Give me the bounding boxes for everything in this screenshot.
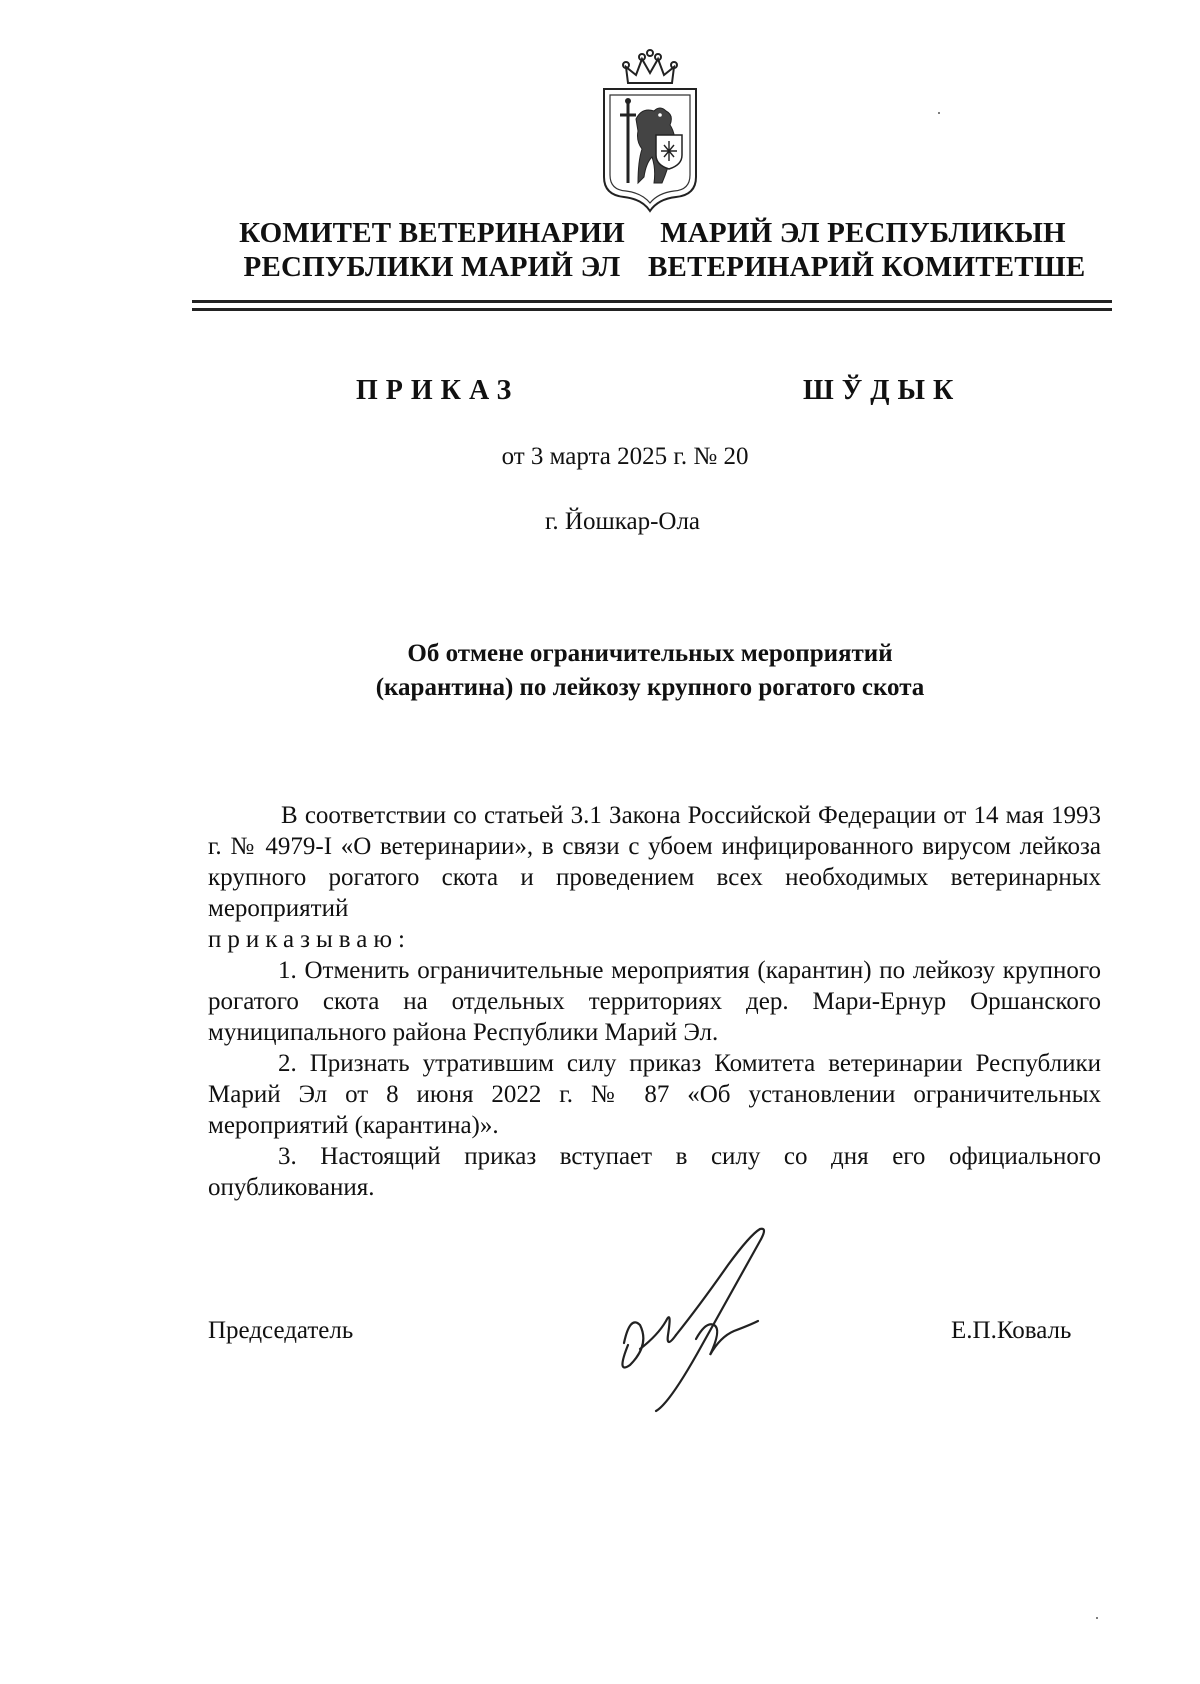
organization-name-mari	[648, 216, 1086, 284]
order-heading-russian: ПРИКАЗ	[356, 375, 520, 406]
organization-name-russian	[217, 216, 647, 284]
signatory-position: Председатель	[208, 1317, 354, 1344]
header-divider-bottom	[192, 308, 1112, 311]
preamble-paragraph: В соответствии со статьей 3.1 Закона Российской Федерации от 14 мая 1993 г. № 4979-I «О ветеринарии», в связи с убоем инфицированного вирусом лейкоза крупного рогатого скота и проведением всех необходимых ветеринарных мероприятий	[208, 802, 1101, 922]
organization-name-mari-line-1: МАРИЙ ЭЛ РЕСПУБЛИКЫН	[660, 217, 1066, 249]
document-body	[208, 800, 1101, 1203]
scan-speck	[1096, 1617, 1098, 1619]
order-date-number: от 3 марта 2025 г. № 20	[501, 443, 749, 470]
handwritten-signature	[610, 1225, 840, 1415]
scan-speck	[938, 112, 940, 114]
header-divider-top	[192, 300, 1112, 303]
organization-name-mari-line-2: ВЕТЕРИНАРИЙ КОМИТЕТШЕ	[648, 251, 1086, 283]
organization-name-russian-line-1: КОМИТЕТ ВЕТЕРИНАРИИ	[239, 217, 625, 249]
document-title-line-2: (карантина) по лейкозу крупного рогатого скота	[375, 674, 925, 701]
signatory-name: Е.П.Коваль	[951, 1317, 1072, 1344]
document-title	[190, 637, 1110, 705]
order-item-1: 1. Отменить ограничительные мероприятия (карантин) по лейкозу крупного рогатого скота на отдельных территориях дер. Мари-Ернур Оршанского муниципального района Республики Марий Эл.	[208, 957, 1101, 1046]
organization-name-russian-line-2: РЕСПУБЛИКИ МАРИЙ ЭЛ	[243, 251, 621, 283]
order-city: г. Йошкар-Ола	[544, 508, 701, 535]
coat-of-arms-emblem	[598, 45, 703, 215]
command-word: приказываю:	[208, 926, 411, 953]
document-title-line-1: Об отмене ограничительных мероприятий	[407, 640, 893, 667]
order-item-2: 2. Признать утратившим силу приказ Комитета ветеринарии Республики Марий Эл от 8 июня 2022 г. № 87 «Об установлении ограничительных мероприятий (карантина)».	[208, 1050, 1101, 1139]
order-heading-mari: ШЎДЫК	[803, 375, 962, 406]
order-item-3: 3. Настоящий приказ вступает в силу со дня его официального опубликования.	[208, 1143, 1101, 1201]
